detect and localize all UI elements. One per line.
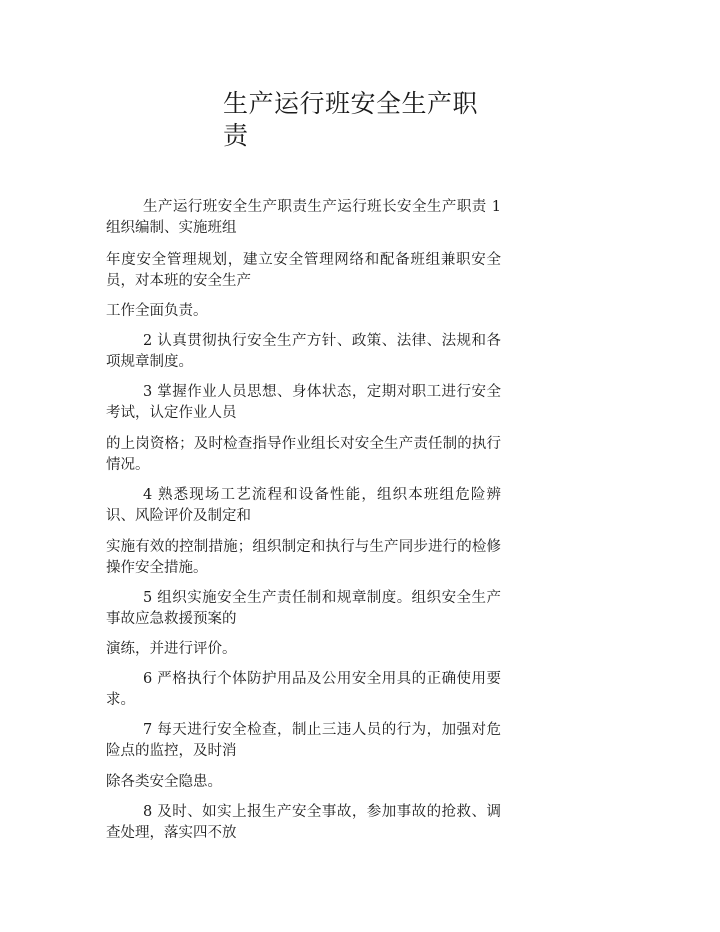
- paragraph: 演练，并进行评价。: [106, 641, 237, 657]
- paragraph: 的上岗资格；及时检查指导作业组长对安全生产责任制的执行情况。: [106, 436, 501, 473]
- paragraph: 2 认真贯彻执行安全生产方针、政策、法律、法规和各项规章制度。: [106, 333, 501, 370]
- paragraph: 7 每天进行安全检查，制止三违人员的行为，加强对危险点的监控，及时消: [106, 722, 501, 759]
- paragraph: 6 严格执行个体防护用品及公用安全用具的正确使用要求。: [106, 671, 501, 708]
- title-line-1: 生产运行班安全生产职: [223, 89, 479, 118]
- paragraph: 8 及时、如实上报生产安全事故，参加事故的抢救、调查处理，落实四不放: [106, 804, 501, 841]
- paragraph: 4 熟悉现场工艺流程和设备性能，组织本班组危险辨识、风险评价及制定和: [106, 487, 501, 524]
- paragraph: 工作全面负责。: [106, 303, 208, 319]
- paragraph: 3 掌握作业人员思想、身体状态，定期对职工进行安全考试，认定作业人员: [106, 384, 501, 421]
- paragraph: 年度安全管理规划，建立安全管理网络和配备班组兼职安全员，对本班的安全生产: [106, 252, 501, 289]
- paragraph: 除各类安全隐患。: [106, 774, 222, 790]
- paragraph: 生产运行班安全生产职责生产运行班长安全生产职责 1 组织编制、实施班组: [106, 199, 501, 236]
- paragraph: 实施有效的控制措施；组织制定和执行与生产同步进行的检修操作安全措施。: [106, 539, 501, 576]
- title-line-2: 责: [223, 121, 249, 150]
- document-body: [106, 197, 501, 844]
- document-title: [223, 88, 493, 152]
- paragraph: 5 组织实施安全生产责任制和规章制度。组织安全生产事故应急救援预案的: [106, 590, 501, 627]
